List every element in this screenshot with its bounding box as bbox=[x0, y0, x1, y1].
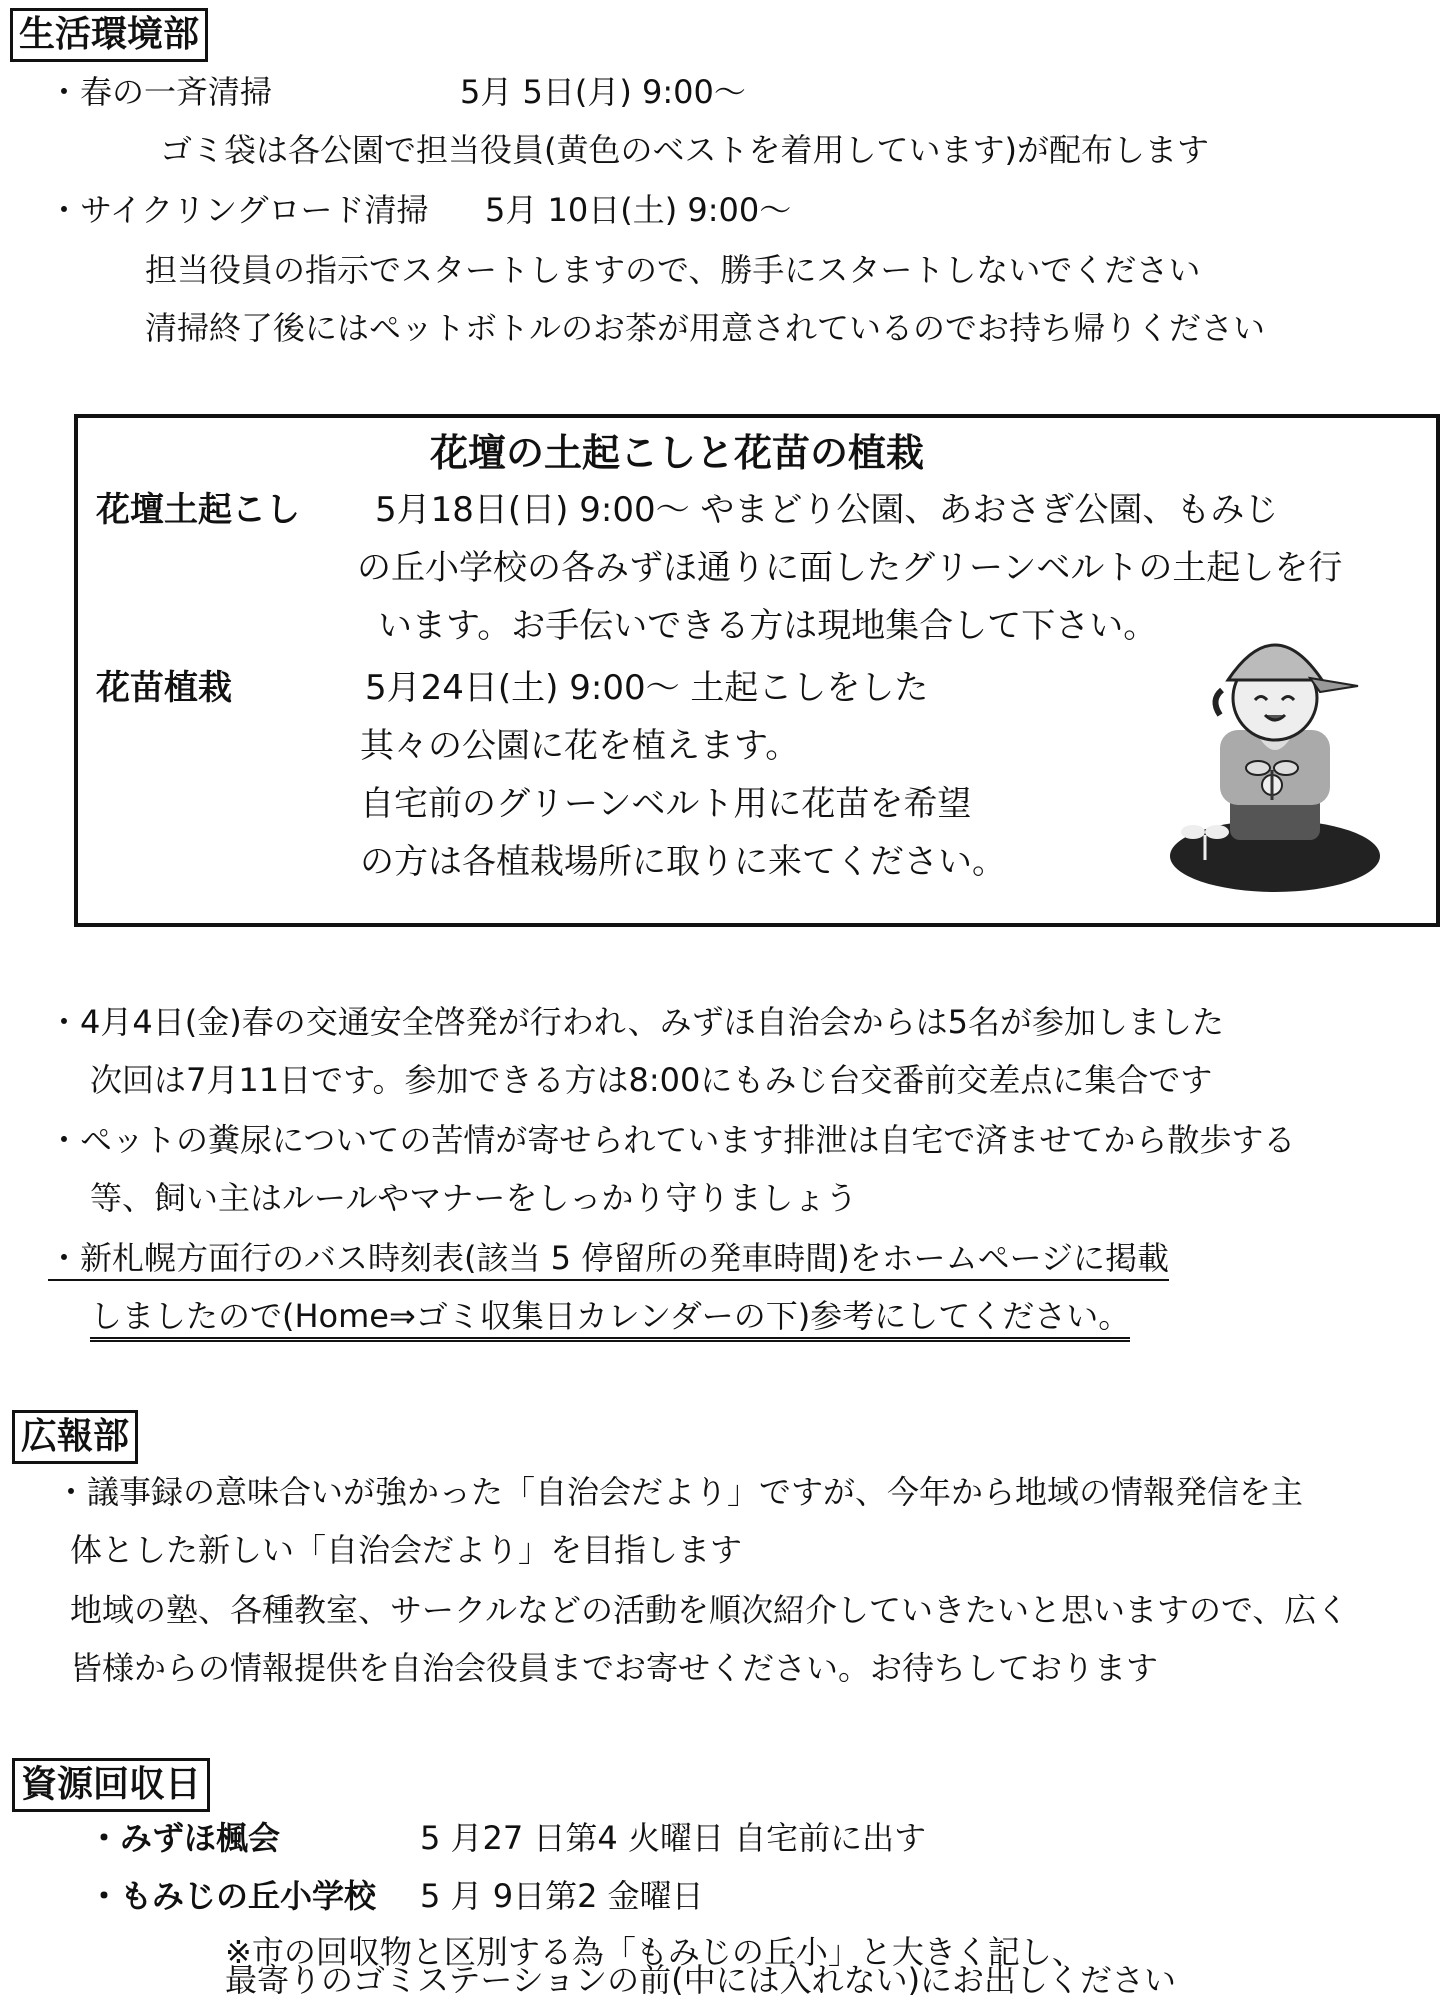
notice-bus-2 bbox=[90, 1296, 1130, 1336]
flower-label-tilling: 花壇土起こし bbox=[96, 490, 300, 530]
flower-line-4: 5月24日(土) 9:00〜 土起こしをした bbox=[365, 668, 929, 708]
gardener-illustration bbox=[1160, 620, 1390, 900]
flower-line-2: の丘小学校の各みずほ通りに面したグリーンベルトの土起しを行 bbox=[357, 548, 1343, 588]
recycle-mizuho-date: 5 月27 日第4 火曜日 自宅前に出す bbox=[420, 1819, 927, 1857]
cycling-note-2: 清掃終了後にはペットボトルのお茶が用意されているのでお持ち帰りください bbox=[145, 309, 1266, 347]
flower-box-title: 花壇の土起こしと花苗の植栽 bbox=[430, 431, 925, 475]
notice-bus-1 bbox=[48, 1238, 1169, 1278]
flower-line-3: います。お手伝いできる方は現地集合して下さい。 bbox=[378, 606, 1158, 646]
flower-line-6: 自宅前のグリーンベルト用に花苗を希望 bbox=[360, 784, 972, 824]
flower-label-planting: 花苗植栽 bbox=[96, 668, 232, 708]
section-header-recycle: 資源回収日 bbox=[12, 1758, 210, 1812]
section-header-pr: 広報部 bbox=[12, 1410, 138, 1464]
flower-line-7: の方は各植栽場所に取りに来てください。 bbox=[360, 842, 1006, 882]
cycling-note-1: 担当役員の指示でスタートしますので、勝手にスタートしないでください bbox=[145, 251, 1201, 289]
recycle-school-name: ・もみじの丘小学校 bbox=[88, 1877, 377, 1915]
notice-traffic-2: 次回は7月11日です。参加できる方は8:00にもみじ台交番前交差点に集合です bbox=[90, 1061, 1213, 1099]
notice-pet-1: ・ペットの糞尿についての苦情が寄せられています排泄は自宅で済ませてから散歩する bbox=[48, 1121, 1296, 1159]
cycling-clean-date: 5月 10日(土) 9:00〜 bbox=[485, 191, 792, 229]
recycle-note-1: ※市の回収物と区別する為「もみじの丘小」と大きく記し、 bbox=[225, 1933, 1084, 1971]
pr-line-1: ・議事録の意味合いが強かった「自治会だより」ですが、今年から地域の情報発信を主 bbox=[55, 1473, 1304, 1511]
notice-traffic-1: ・4月4日(金)春の交通安全啓発が行われ、みずほ自治会からは5名が参加しました bbox=[48, 1003, 1224, 1041]
recycle-mizuho-name: ・みずほ楓会 bbox=[88, 1819, 281, 1857]
notice-bus-1-text: ・新札幌方面行のバス時刻表(該当 5 停留所の発車時間)をホームページに掲載 bbox=[48, 1239, 1169, 1281]
pr-line-3: 地域の塾、各種教室、サークルなどの活動を順次紹介していきたいと思いますので、広く bbox=[70, 1591, 1349, 1629]
pr-line-4: 皆様からの情報提供を自治会役員までお寄せください。お待ちしております bbox=[70, 1649, 1159, 1687]
spring-clean-label: ・春の一斉清掃 bbox=[48, 73, 273, 111]
spring-clean-note: ゴミ袋は各公園で担当役員(黄色のベストを着用しています)が配布します bbox=[160, 131, 1209, 169]
pr-line-2: 体とした新しい「自治会だより」を目指します bbox=[70, 1531, 743, 1569]
flower-line-5: 其々の公園に花を植えます。 bbox=[360, 726, 800, 766]
recycle-note-2: 最寄りのゴミステーションの前(中には入れない)にお出しください bbox=[225, 1961, 1177, 1999]
notice-bus-2-text: しましたので(Home⇒ゴミ収集日カレンダーの下)参考にしてください。 bbox=[90, 1297, 1130, 1342]
spring-clean-date: 5月 5日(月) 9:00〜 bbox=[460, 73, 746, 111]
flower-line-1: 5月18日(日) 9:00〜 やまどり公園、あおさぎ公園、もみじ bbox=[375, 490, 1279, 530]
notice-pet-2: 等、飼い主はルールやマナーをしっかり守りましょう bbox=[90, 1179, 858, 1217]
section-header-env: 生活環境部 bbox=[10, 8, 208, 62]
cycling-clean-label: ・サイクリングロード清掃 bbox=[48, 191, 429, 229]
recycle-school-date: 5 月 9日第2 金曜日 bbox=[420, 1877, 704, 1915]
